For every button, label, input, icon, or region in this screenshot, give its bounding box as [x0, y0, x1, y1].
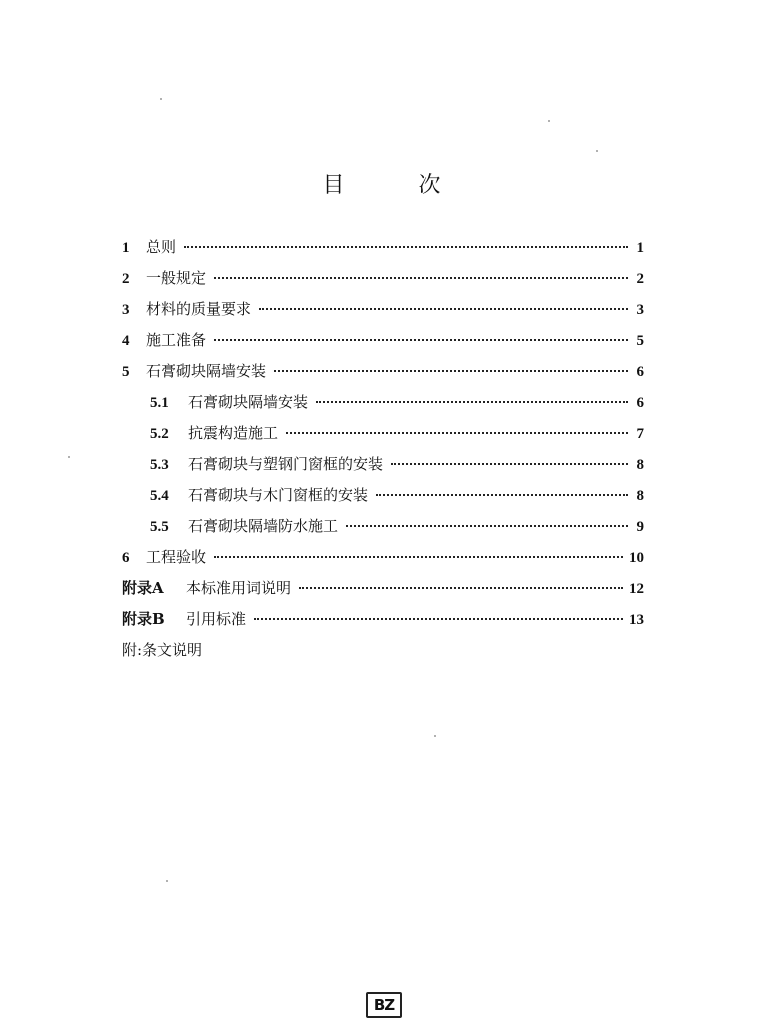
toc-number: 3	[122, 302, 130, 318]
toc-page-number: 6	[636, 395, 644, 411]
toc-leader	[214, 556, 623, 558]
scan-speck	[160, 98, 162, 100]
toc-page-number: 8	[636, 457, 644, 473]
toc-page-number: 9	[636, 519, 644, 535]
toc-entry[interactable]	[122, 236, 644, 267]
toc-leader	[299, 587, 623, 589]
table-of-contents	[122, 236, 644, 670]
toc-label: 施工准备	[146, 331, 207, 349]
title-char-right: 次	[418, 173, 443, 198]
toc-label: 石膏砌块隔墙安装	[146, 362, 267, 380]
toc-label: 石膏砌块隔墙安装	[188, 393, 309, 411]
toc-subentry[interactable]	[122, 515, 644, 546]
toc-number: 6	[122, 550, 130, 566]
toc-page-number: 3	[636, 302, 644, 318]
toc-label: 引用标准	[186, 610, 247, 628]
toc-leader	[346, 525, 628, 527]
toc-page-number: 7	[636, 426, 644, 442]
toc-leader	[254, 618, 623, 620]
toc-label: 抗震构造施工	[188, 424, 279, 442]
toc-number: 5.2	[150, 426, 169, 442]
toc-page-number: 8	[636, 488, 644, 504]
toc-entry[interactable]	[122, 329, 644, 360]
toc-subentry[interactable]	[122, 453, 644, 484]
scan-speck	[68, 456, 70, 458]
toc-appendix-entry[interactable]	[122, 577, 644, 608]
toc-page-number: 6	[636, 364, 644, 380]
toc-number: 5.4	[150, 488, 169, 504]
toc-page-number: 13	[629, 612, 644, 628]
toc-note[interactable]	[122, 639, 644, 670]
toc-number: 1	[122, 240, 130, 256]
toc-leader	[316, 401, 628, 403]
toc-number: 5.1	[150, 395, 169, 411]
toc-number: 4	[122, 333, 130, 349]
toc-number: 5.5	[150, 519, 169, 535]
toc-subentry[interactable]	[122, 422, 644, 453]
page-title	[0, 168, 765, 199]
toc-label: 工程验收	[146, 548, 207, 566]
toc-leader	[259, 308, 628, 310]
toc-label: 本标准用词说明	[186, 579, 292, 597]
toc-page-number: 1	[636, 240, 644, 256]
toc-subentry[interactable]	[122, 484, 644, 515]
toc-number: 附录B	[122, 610, 165, 628]
toc-entry[interactable]	[122, 298, 644, 329]
toc-label: 一般规定	[146, 269, 207, 287]
toc-page-number: 10	[629, 550, 644, 566]
toc-label: 总则	[146, 238, 177, 256]
toc-entry[interactable]	[122, 267, 644, 298]
toc-subentry[interactable]	[122, 391, 644, 422]
publisher-logo: BZ	[366, 992, 402, 1018]
scan-speck	[166, 880, 168, 882]
toc-leader	[391, 463, 628, 465]
scan-speck	[548, 120, 550, 122]
scan-speck	[434, 735, 436, 737]
toc-leader	[376, 494, 628, 496]
toc-leader	[214, 277, 628, 279]
scan-speck	[596, 150, 598, 152]
toc-label: 石膏砌块与木门窗框的安装	[188, 486, 369, 504]
toc-leader	[184, 246, 628, 248]
toc-entry[interactable]	[122, 546, 644, 577]
toc-number: 附录A	[122, 579, 164, 597]
toc-appendix-entry[interactable]	[122, 608, 644, 639]
toc-entry[interactable]	[122, 360, 644, 391]
toc-leader	[214, 339, 628, 341]
toc-page-number: 2	[636, 271, 644, 287]
toc-leader	[274, 370, 628, 372]
toc-page-number: 5	[636, 333, 644, 349]
toc-label: 石膏砌块与塑钢门窗框的安装	[188, 455, 384, 473]
toc-note-label: 附:条文说明	[122, 641, 203, 659]
toc-leader	[286, 432, 628, 434]
toc-label: 石膏砌块隔墙防水施工	[188, 517, 339, 535]
toc-page-number: 12	[629, 581, 644, 597]
title-char-left: 目	[322, 173, 347, 198]
toc-number: 5.3	[150, 457, 169, 473]
toc-number: 2	[122, 271, 130, 287]
toc-number: 5	[122, 364, 130, 380]
toc-label: 材料的质量要求	[146, 300, 252, 318]
